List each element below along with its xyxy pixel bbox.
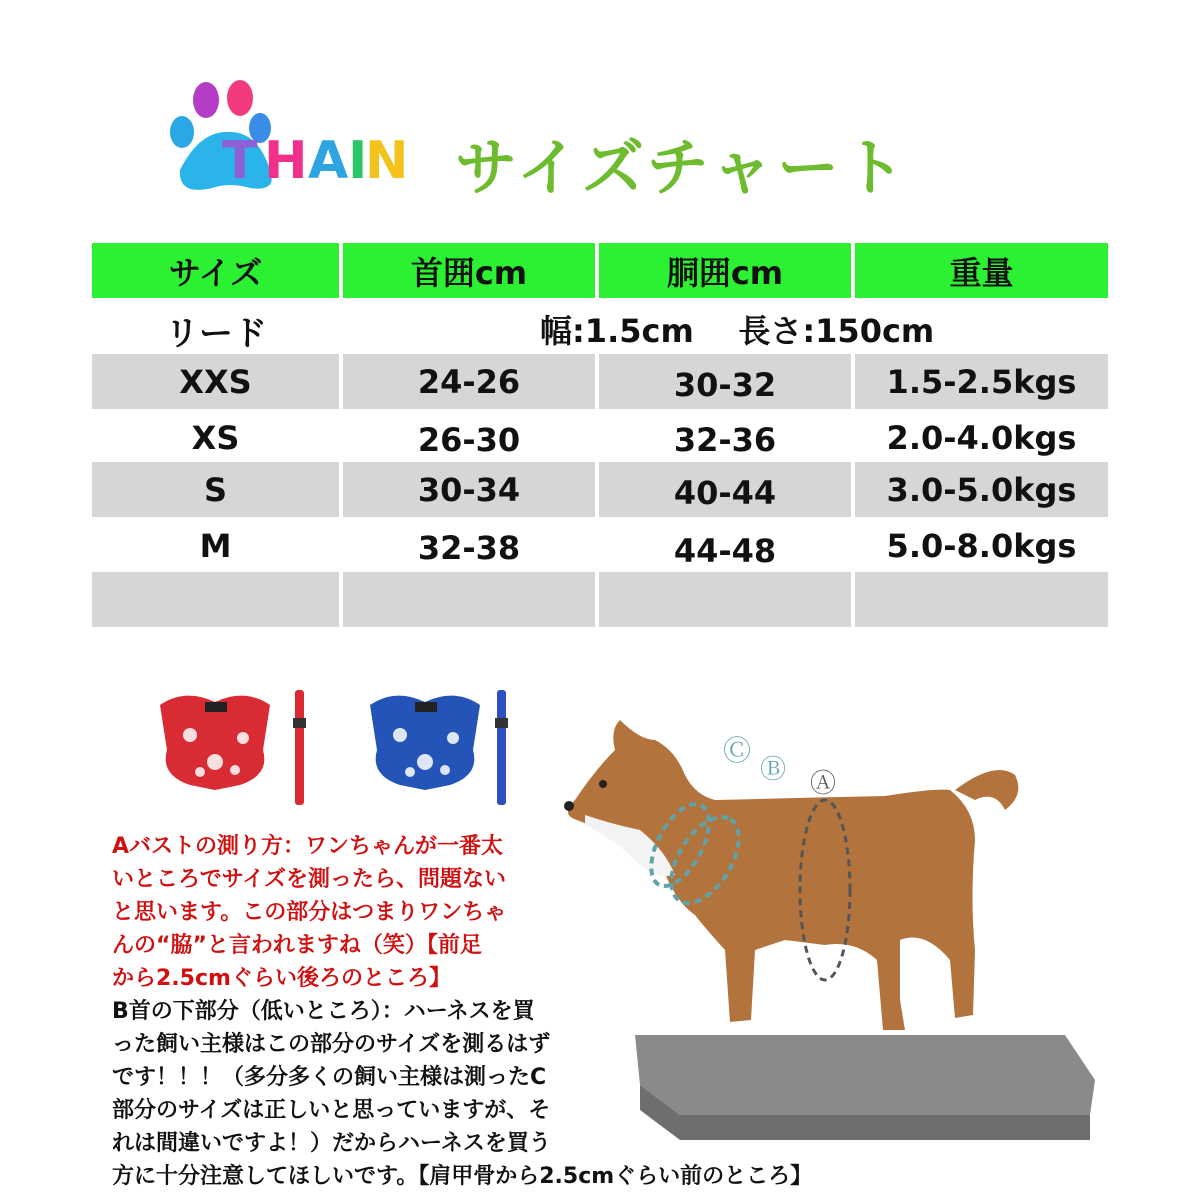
cell-size: XXS <box>92 354 339 409</box>
header-chest: 胴囲cm <box>599 243 851 298</box>
paw-toe-1 <box>170 116 194 148</box>
logo-letter-n: N <box>365 131 409 191</box>
cell-chest: 30-32 <box>599 354 851 409</box>
logo-letter-a: A <box>308 131 349 191</box>
header-size: サイズ <box>92 243 339 298</box>
cell-size: S <box>92 462 339 517</box>
header-weight: 重量 <box>855 243 1108 298</box>
lead-label: リード <box>165 314 267 354</box>
note-a-line: いところでサイズを測ったら、問題ない <box>112 867 507 892</box>
cell-neck: 26-30 <box>417 420 521 459</box>
note-b-line: です！！！（多分多くの飼い主様は測ったC <box>112 1065 547 1090</box>
paw-toe-2 <box>193 82 219 118</box>
note-a-line: んの“脇”と言われますね（笑）【前足 <box>112 933 482 958</box>
dog-eye <box>599 780 607 788</box>
cell-weight: 5.0-8.0kgs <box>886 526 1077 565</box>
dog-measurement-diagram <box>555 700 1175 1140</box>
empty-cell <box>92 572 339 627</box>
marker-b: Ⓑ <box>760 755 787 785</box>
cell-chest: 44-48 <box>673 531 777 570</box>
lead-value: 幅:1.5cm 長さ:150cm <box>540 312 935 350</box>
dog-tail <box>955 770 1018 810</box>
marker-c: Ⓒ <box>723 734 752 767</box>
note-b-line: れは間違いですよ！）だからハーネスを買う <box>112 1131 551 1156</box>
empty-cell <box>599 572 851 627</box>
logo-letter-i: I <box>348 131 368 191</box>
cell-weight: 1.5-2.5kgs <box>855 354 1108 409</box>
note-a-line: Aバストの測り方：ワンちゃんが一番太 <box>112 834 504 859</box>
empty-cell <box>343 572 595 627</box>
red-harness-image <box>160 690 306 805</box>
note-b-line: 方に十分注意してほしいです。【肩甲骨から2.5cmぐらい前のところ】 <box>112 1164 813 1189</box>
paw-toe-3 <box>227 80 253 116</box>
blue-harness-image <box>370 690 508 805</box>
header-neck: 首囲cm <box>343 243 595 298</box>
cell-weight: 2.0-4.0kgs <box>886 418 1077 457</box>
note-b-line: B首の下部分（低いところ）：ハーネスを買 <box>112 999 535 1024</box>
note-b-line: った飼い主様はこの部分のサイズを測るはず <box>112 1032 551 1057</box>
cell-size: XS <box>191 418 240 457</box>
logo-letter-t: T <box>222 131 258 191</box>
thain-paw-logo <box>160 70 410 210</box>
note-a-line: から2.5cmぐらい後ろのところ】 <box>112 966 451 991</box>
marker-a: Ⓐ <box>810 769 837 799</box>
cell-chest: 40-44 <box>599 462 851 517</box>
page-title: サイズチャート <box>455 131 909 204</box>
dog-nose <box>564 801 574 811</box>
cell-chest: 32-36 <box>673 420 777 459</box>
pedestal <box>635 1035 1095 1115</box>
cell-neck: 24-26 <box>343 354 595 409</box>
logo-letter-h: H <box>264 131 308 191</box>
cell-neck: 30-34 <box>343 462 595 517</box>
cell-neck: 32-38 <box>417 528 521 567</box>
empty-cell <box>855 572 1108 627</box>
cell-size: M <box>199 526 232 565</box>
harness-products <box>145 680 535 815</box>
note-a-line: と思います。この部分はつまりワンちゃ <box>112 900 507 925</box>
cell-weight: 3.0-5.0kgs <box>855 462 1108 517</box>
note-b-line: 部分のサイズは正しいと思っていますが、そ <box>112 1098 551 1123</box>
